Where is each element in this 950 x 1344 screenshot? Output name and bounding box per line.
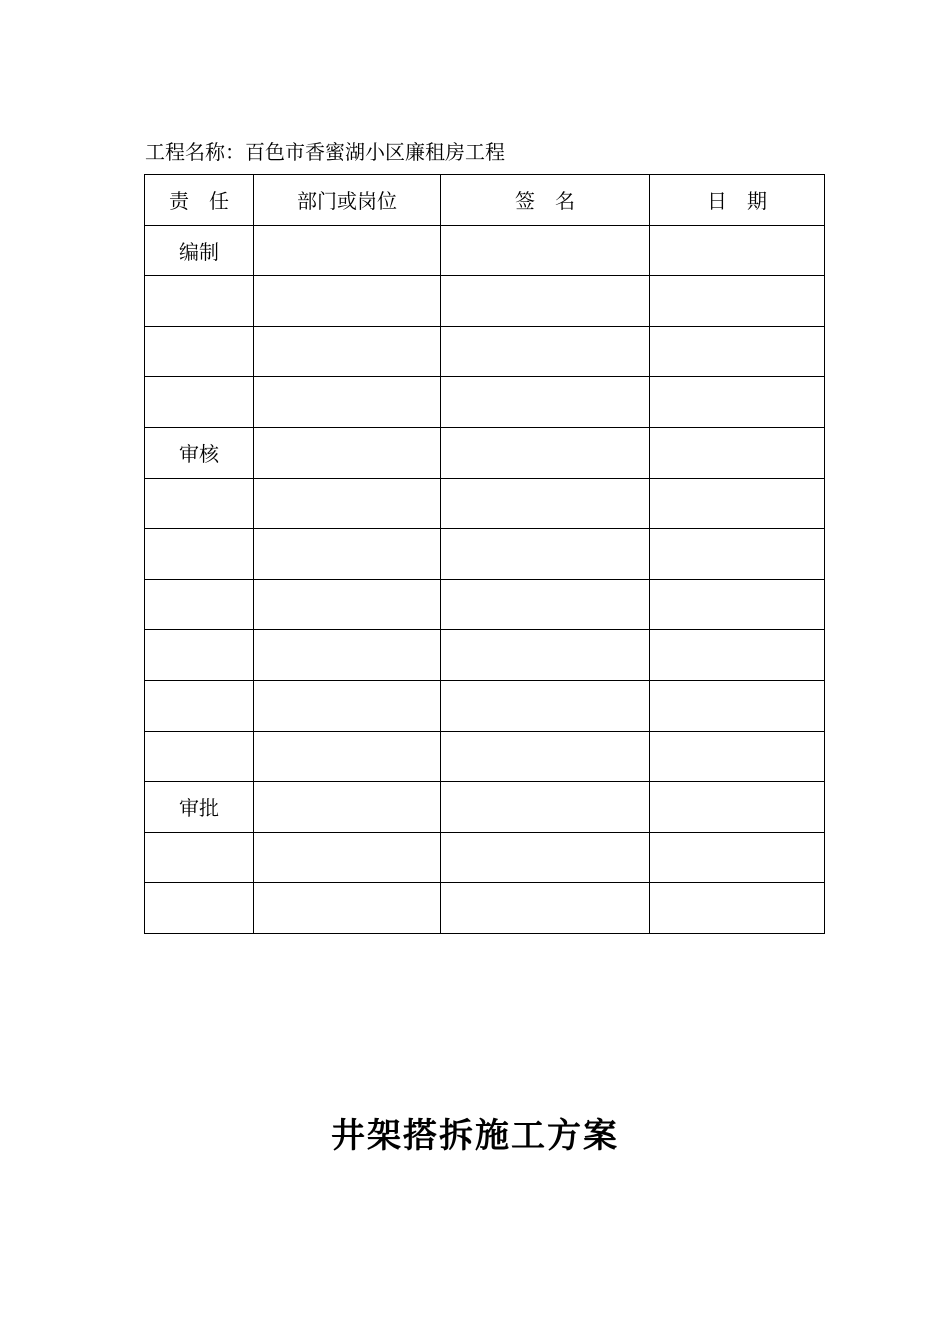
- department-cell: [254, 427, 441, 478]
- role-cell: [145, 680, 254, 731]
- table-row: [145, 529, 825, 580]
- department-cell: [254, 225, 441, 276]
- header-department: 部门或岗位: [254, 175, 441, 226]
- signature-cell: [441, 377, 650, 428]
- date-cell: [650, 529, 825, 580]
- signature-cell: [441, 731, 650, 782]
- table-header-row: [145, 175, 825, 226]
- date-cell: [650, 478, 825, 529]
- role-cell: 审批: [145, 782, 254, 833]
- date-cell: [650, 731, 825, 782]
- role-cell: [145, 832, 254, 883]
- role-cell: [145, 883, 254, 934]
- signature-cell: [441, 782, 650, 833]
- header-date: 日 期: [650, 175, 825, 226]
- table-row: [145, 377, 825, 428]
- role-cell: 审核: [145, 427, 254, 478]
- department-cell: [254, 529, 441, 580]
- signature-cell: [441, 680, 650, 731]
- header-responsibility: 责 任: [145, 175, 254, 226]
- signature-cell: [441, 883, 650, 934]
- table-row: [145, 276, 825, 327]
- date-cell: [650, 782, 825, 833]
- date-cell: [650, 427, 825, 478]
- table-body: [145, 225, 825, 933]
- signature-cell: [441, 579, 650, 630]
- document-title: 井架搭拆施工方案: [331, 1116, 619, 1156]
- role-cell: [145, 579, 254, 630]
- project-name-value: 百色市香蜜湖小区廉租房工程: [245, 140, 505, 164]
- signature-table: [144, 174, 825, 934]
- table-row: [145, 832, 825, 883]
- department-cell: [254, 832, 441, 883]
- role-cell: [145, 276, 254, 327]
- signature-cell: [441, 225, 650, 276]
- date-cell: [650, 630, 825, 681]
- table-row: [145, 427, 825, 478]
- date-cell: [650, 680, 825, 731]
- project-name-line: [145, 138, 505, 166]
- table-row: [145, 478, 825, 529]
- table-row: [145, 731, 825, 782]
- signature-cell: [441, 529, 650, 580]
- department-cell: [254, 630, 441, 681]
- header-signature: 签 名: [441, 175, 650, 226]
- department-cell: [254, 782, 441, 833]
- department-cell: [254, 276, 441, 327]
- role-cell: [145, 630, 254, 681]
- signature-cell: [441, 326, 650, 377]
- department-cell: [254, 731, 441, 782]
- role-cell: [145, 529, 254, 580]
- table-row: [145, 630, 825, 681]
- date-cell: [650, 326, 825, 377]
- signature-cell: [441, 276, 650, 327]
- department-cell: [254, 579, 441, 630]
- department-cell: [254, 478, 441, 529]
- role-cell: 编制: [145, 225, 254, 276]
- role-cell: [145, 731, 254, 782]
- date-cell: [650, 225, 825, 276]
- signature-cell: [441, 427, 650, 478]
- date-cell: [650, 579, 825, 630]
- date-cell: [650, 276, 825, 327]
- table-row: [145, 326, 825, 377]
- signature-cell: [441, 630, 650, 681]
- table-row: [145, 883, 825, 934]
- table-row: [145, 225, 825, 276]
- role-cell: [145, 478, 254, 529]
- signature-cell: [441, 832, 650, 883]
- table-row: [145, 680, 825, 731]
- table-row: [145, 579, 825, 630]
- table-row: [145, 782, 825, 833]
- date-cell: [650, 832, 825, 883]
- department-cell: [254, 680, 441, 731]
- project-name-label: 工程名称：: [145, 140, 245, 164]
- date-cell: [650, 883, 825, 934]
- role-cell: [145, 377, 254, 428]
- department-cell: [254, 377, 441, 428]
- department-cell: [254, 326, 441, 377]
- signature-cell: [441, 478, 650, 529]
- date-cell: [650, 377, 825, 428]
- department-cell: [254, 883, 441, 934]
- role-cell: [145, 326, 254, 377]
